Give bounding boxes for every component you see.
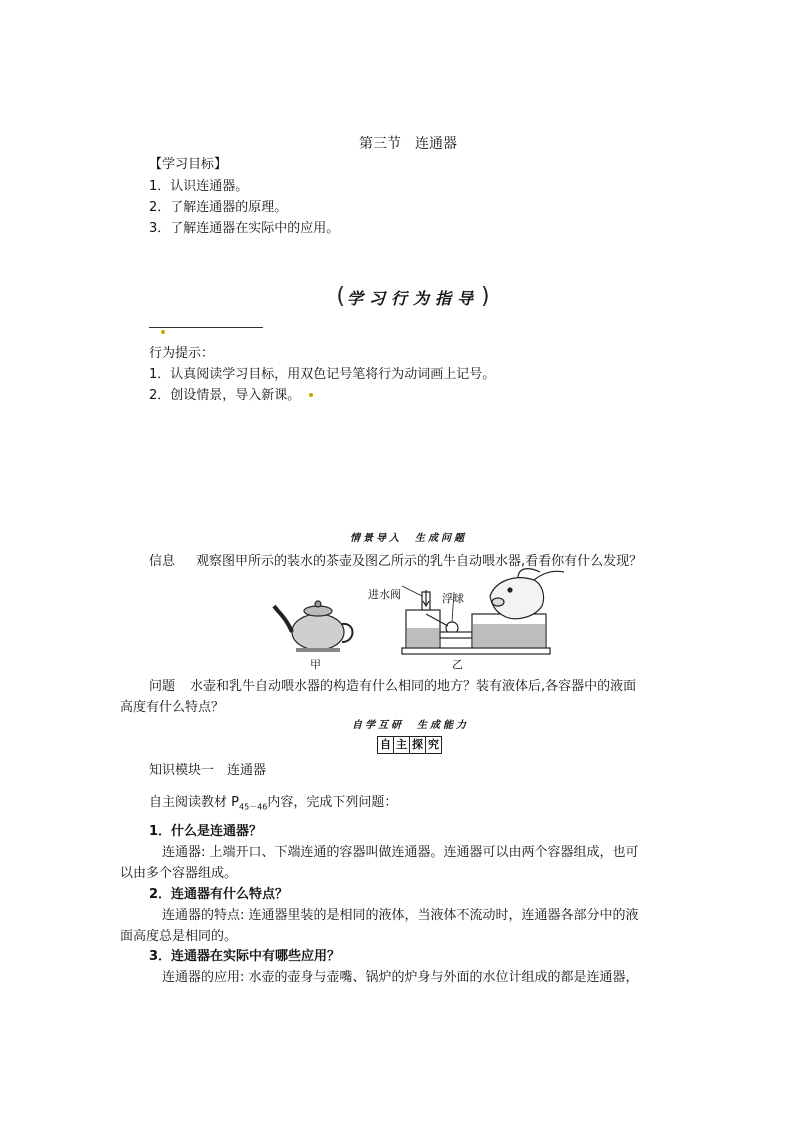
reading-pages: 45－46 xyxy=(238,802,268,812)
objective-item: 1．认识连通器。 xyxy=(149,179,249,194)
boxed-char: 主 xyxy=(393,736,410,754)
page-title: 第三节 连通器 xyxy=(359,136,457,152)
reading-prefix: 自主阅读教材 P xyxy=(149,795,239,810)
behavior-item: 2．创设情景，导入新课。 xyxy=(149,388,301,403)
divider-line xyxy=(149,327,263,328)
figure-a-label: 甲 xyxy=(310,658,321,671)
reading-suffix: 内容，完成下列问题： xyxy=(267,795,398,810)
boxed-heading xyxy=(377,736,441,754)
apparatus-figure xyxy=(272,566,572,674)
question-label: 问题 xyxy=(149,679,176,694)
answer-1: 连通器: 上端开口、下端连通的容器叫做连通器。连通器可以由两个容器组成，也可 xyxy=(162,845,639,860)
mark-dot xyxy=(161,330,165,334)
boxed-char: 自 xyxy=(377,736,394,754)
float-label: 浮球 xyxy=(442,592,464,605)
valve-label: 进水阀 xyxy=(368,588,401,601)
boxed-char: 探 xyxy=(409,736,426,754)
question-2: 2．连通器有什么特点？ xyxy=(149,887,289,902)
module-title: 知识模块一 连通器 xyxy=(149,763,267,778)
answer-2: 连通器的特点: 连通器里装的是相同的液体，当液体不流动时，连通器各部分中的液 xyxy=(162,908,639,923)
info-label: 信息 xyxy=(149,554,176,569)
question-text: 水壶和乳牛自动喂水器的构造有什么相同的地方？装有液体后,各容器中的液面 xyxy=(190,679,637,694)
boxed-char: 究 xyxy=(425,736,442,754)
section-banner xyxy=(328,284,498,310)
scenario-heading: 情景导入 生成问题 xyxy=(350,533,467,544)
question-text: 高度有什么特点？ xyxy=(120,700,225,715)
objectives-heading: 【学习目标】 xyxy=(149,157,228,172)
objective-item: 3．了解连通器在实际中的应用。 xyxy=(149,221,340,236)
answer-1-cont: 以由多个容器组成。 xyxy=(120,866,238,881)
objective-item: 2．了解连通器的原理。 xyxy=(149,200,288,215)
teapot-icon xyxy=(274,601,353,652)
figure-b-label: 乙 xyxy=(452,658,463,671)
left-bracket-icon: ( xyxy=(336,284,345,309)
answer-3: 连通器的应用: 水壶的壶身与壶嘴、锅炉的炉身与外面的水位计组成的都是连通器， xyxy=(162,970,639,985)
mark-dot xyxy=(309,393,313,397)
reading-instruction xyxy=(149,791,397,813)
answer-2-cont: 面高度总是相同的。 xyxy=(120,929,238,944)
selfstudy-heading: 自学互研 生成能力 xyxy=(352,720,469,731)
question-1: 1．什么是连通器？ xyxy=(149,824,263,839)
right-bracket-icon: ) xyxy=(481,284,490,309)
question-3: 3．连通器在实际中有哪些应用？ xyxy=(149,949,341,964)
cow-icon xyxy=(490,569,564,619)
behavior-item: 1．认真阅读学习目标，用双色记号笔将行为动词画上记号。 xyxy=(149,367,496,382)
banner-text: 学习行为指导 xyxy=(346,288,479,308)
info-text: 观察图甲所示的装水的茶壶及图乙所示的乳牛自动喂水器,看看你有什么发现？ xyxy=(196,554,643,569)
behavior-heading: 行为提示： xyxy=(149,346,215,361)
